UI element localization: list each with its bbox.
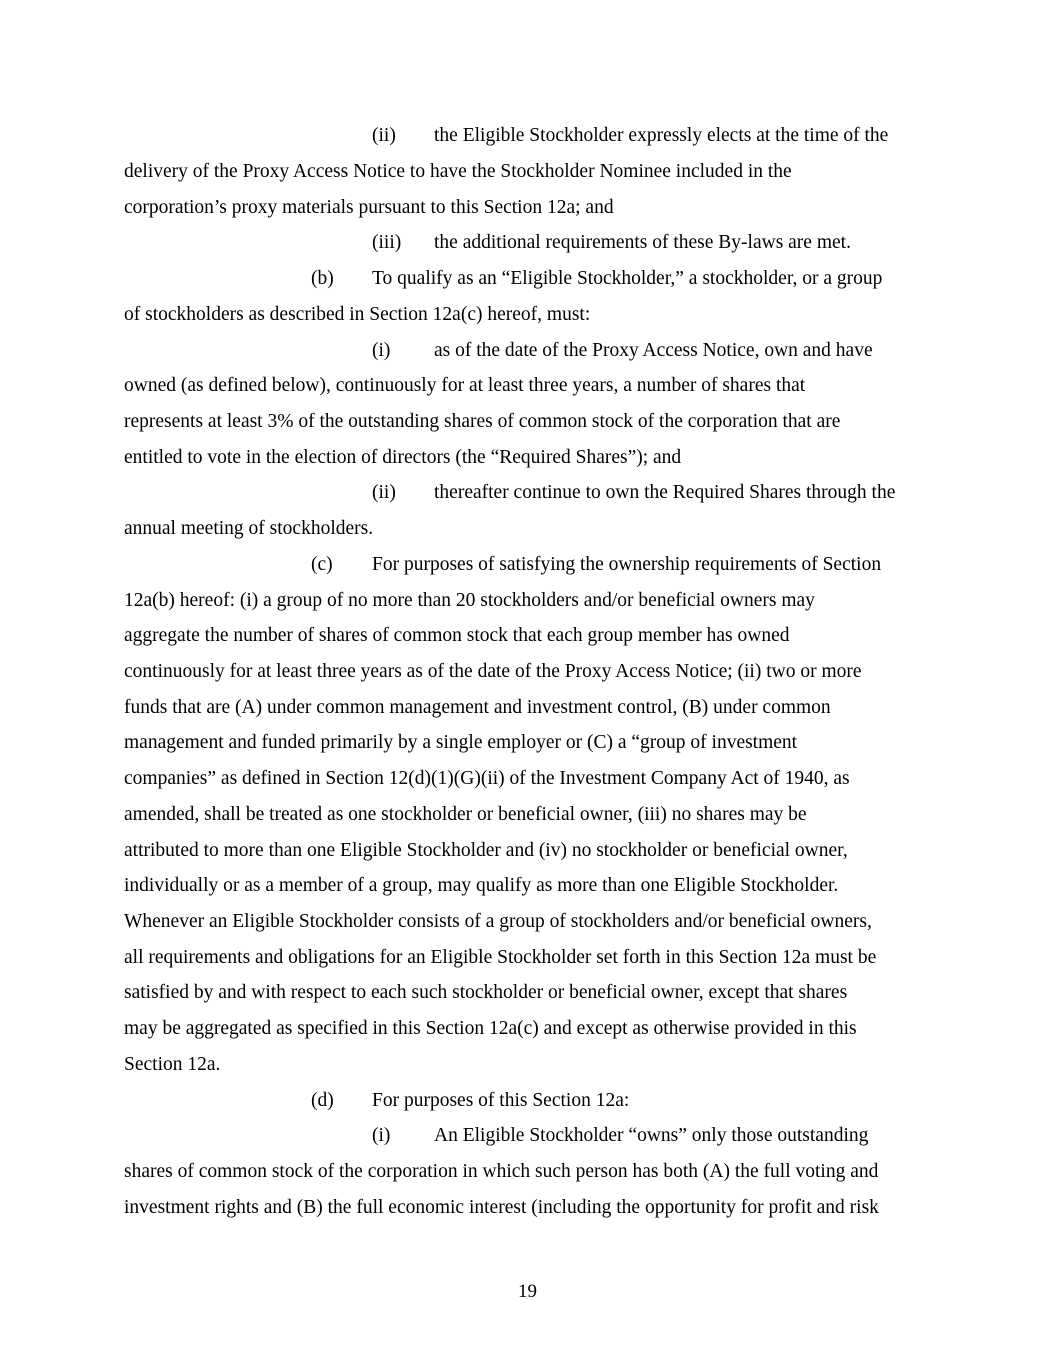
text-line: represents at least 3% of the outstanding shares of common stock of the corporation that are	[124, 411, 841, 432]
text-line: owned (as defined below), continuously for at least three years, a number of shares that	[124, 375, 806, 396]
text-line: To qualify as an “Eligible Stockholder,” a stockholder, or a group	[372, 268, 883, 289]
page-number: 19	[518, 1281, 537, 1302]
section-label: (d)	[311, 1090, 334, 1111]
text-line: thereafter continue to own the Required Shares through the	[434, 482, 896, 503]
section-label: (b)	[311, 268, 334, 289]
text-line: may be aggregated as specified in this Section 12a(c) and except as otherwise provided in this	[124, 1018, 857, 1039]
text-line: For purposes of satisfying the ownership requirements of Section	[372, 554, 882, 575]
text-line: funds that are (A) under common management and investment control, (B) under common	[124, 697, 831, 718]
text-line: attributed to more than one Eligible Stockholder and (iv) no stockholder or beneficial owner,	[124, 840, 848, 861]
item-label: (ii)	[372, 482, 396, 503]
text-line: annual meeting of stockholders.	[124, 518, 374, 539]
text-line: all requirements and obligations for an Eligible Stockholder set forth in this Section 12a must be	[124, 947, 877, 968]
text-line: satisfied by and with respect to each such stockholder or beneficial owner, except that shares	[124, 982, 848, 1003]
section-label: (c)	[311, 554, 333, 575]
text-line: delivery of the Proxy Access Notice to have the Stockholder Nominee included in the	[124, 161, 792, 182]
text-line: individually or as a member of a group, may qualify as more than one Eligible Stockholder.	[124, 875, 839, 896]
text-line: the Eligible Stockholder expressly elects at the time of the	[434, 125, 889, 146]
text-line: management and funded primarily by a single employer or (C) a “group of investment	[124, 732, 798, 753]
text-line: For purposes of this Section 12a:	[372, 1090, 630, 1111]
item-label: (ii)	[372, 125, 396, 146]
text-line: An Eligible Stockholder “owns” only those outstanding	[434, 1125, 869, 1146]
text-line: entitled to vote in the election of directors (the “Required Shares”); and	[124, 447, 682, 468]
text-line: shares of common stock of the corporation in which such person has both (A) the full voting and	[124, 1161, 879, 1182]
text-line: 12a(b) hereof: (i) a group of no more than 20 stockholders and/or beneficial owners may	[124, 590, 815, 611]
item-label: (i)	[372, 1125, 391, 1146]
text-line: Whenever an Eligible Stockholder consists of a group of stockholders and/or beneficial owners,	[124, 911, 872, 932]
text-line: investment rights and (B) the full economic interest (including the opportunity for profit and risk	[124, 1197, 879, 1218]
text-line: companies” as defined in Section 12(d)(1)(G)(ii) of the Investment Company Act of 1940, as	[124, 768, 850, 789]
text-line: the additional requirements of these By-laws are met.	[434, 232, 851, 253]
text-line: as of the date of the Proxy Access Notice, own and have	[434, 340, 873, 361]
text-line: Section 12a.	[124, 1054, 221, 1075]
item-label: (iii)	[372, 232, 402, 253]
text-line: of stockholders as described in Section 12a(c) hereof, must:	[124, 304, 591, 325]
text-line: continuously for at least three years as of the date of the Proxy Access Notice; (ii) two or more	[124, 661, 862, 682]
text-line: aggregate the number of shares of common stock that each group member has owned	[124, 625, 790, 646]
text-line: amended, shall be treated as one stockholder or beneficial owner, (iii) no shares may be	[124, 804, 807, 825]
text-line: corporation’s proxy materials pursuant to this Section 12a; and	[124, 197, 614, 218]
item-label: (i)	[372, 340, 391, 361]
